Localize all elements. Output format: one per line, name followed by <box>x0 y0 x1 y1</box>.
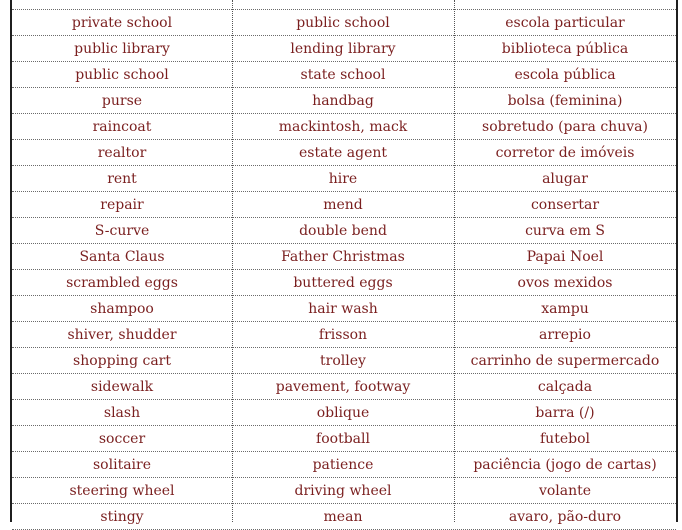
table-row <box>12 322 676 348</box>
portuguese-term-cell: Papai Noel <box>526 248 604 265</box>
british-term-cell: mean <box>323 508 363 525</box>
british-term-cell: patience <box>312 456 374 473</box>
table-row <box>12 374 676 400</box>
british-term-cell: frisson <box>318 326 368 343</box>
american-term-cell: scrambled eggs <box>66 274 178 291</box>
british-term-cell: oblique <box>316 404 370 421</box>
table-row <box>12 166 676 192</box>
table-row <box>12 270 676 296</box>
table-row <box>12 218 676 244</box>
table-row <box>12 400 676 426</box>
portuguese-term-cell: arrepio <box>539 326 591 343</box>
american-term-cell: raincoat <box>92 118 152 135</box>
vocabulary-table <box>12 0 676 530</box>
table-row <box>12 114 676 140</box>
portuguese-term-cell: biblioteca pública <box>501 40 629 57</box>
table-row <box>12 36 676 62</box>
british-term-cell: estate agent <box>298 144 388 161</box>
american-term-cell: purse <box>101 92 143 109</box>
american-term-cell: stingy <box>100 508 144 525</box>
american-term-cell: shopping cart <box>73 352 171 369</box>
british-term-cell: Father Christmas <box>281 248 405 265</box>
british-term-cell: football <box>316 430 370 447</box>
table-row <box>12 62 676 88</box>
table-row <box>12 296 676 322</box>
american-term-cell: steering wheel <box>69 482 175 499</box>
american-term-cell: sidewalk <box>90 378 154 395</box>
portuguese-term-cell: futebol <box>540 430 590 447</box>
table-row <box>12 192 676 218</box>
portuguese-term-cell: bolsa (feminina) <box>507 92 623 109</box>
british-term-cell: pavement, footway <box>275 378 411 395</box>
table-body <box>12 0 676 530</box>
american-term-cell: shampoo <box>90 300 154 317</box>
portuguese-term-cell: xampu <box>541 300 589 317</box>
american-term-cell: soccer <box>98 430 146 447</box>
portuguese-term-cell: volante <box>538 482 592 499</box>
table-row <box>12 478 676 504</box>
table-row <box>12 244 676 270</box>
portuguese-term-cell: carrinho de supermercado <box>470 352 660 369</box>
british-term-cell: handbag <box>312 92 374 109</box>
american-term-cell: shiver, shudder <box>67 326 177 343</box>
portuguese-term-cell: corretor de imóveis <box>495 144 635 161</box>
british-term-cell: hair wash <box>308 300 378 317</box>
table-row <box>12 0 676 10</box>
american-term-cell: realtor <box>97 144 147 161</box>
portuguese-term-cell: avaro, pão-duro <box>508 508 622 525</box>
table-row <box>12 452 676 478</box>
portuguese-term-cell: escola pública <box>514 66 616 83</box>
british-term-cell: double bend <box>299 222 387 239</box>
portuguese-term-cell: escola particular <box>505 14 625 31</box>
american-term-cell: S-curve <box>94 222 150 239</box>
american-term-cell: private school <box>71 14 173 31</box>
table-row <box>12 504 676 530</box>
portuguese-term-cell: alugar <box>542 170 588 187</box>
portuguese-term-cell: barra (/) <box>535 404 595 421</box>
table-row <box>12 88 676 114</box>
table-row <box>12 348 676 374</box>
british-term-cell: hire <box>328 170 358 187</box>
table-row <box>12 140 676 166</box>
american-term-cell: repair <box>100 196 144 213</box>
american-term-cell: public library <box>74 40 170 57</box>
portuguese-term-cell: paciência (jogo de cartas) <box>473 456 657 473</box>
american-term-cell: slash <box>103 404 141 421</box>
portuguese-term-cell: calçada <box>537 378 593 395</box>
british-term-cell: trolley <box>320 352 366 369</box>
british-term-cell: buttered eggs <box>293 274 393 291</box>
british-term-cell: public school <box>296 14 390 31</box>
british-term-cell: lending library <box>290 40 396 57</box>
american-term-cell: rent <box>107 170 137 187</box>
portuguese-term-cell: ovos mexidos <box>517 274 613 291</box>
portuguese-term-cell: curva em S <box>525 222 605 239</box>
portuguese-term-cell: sobretudo (para chuva) <box>482 118 648 135</box>
american-term-cell: Santa Claus <box>79 248 165 265</box>
british-term-cell: mend <box>323 196 363 213</box>
british-term-cell: driving wheel <box>294 482 392 499</box>
table-row <box>12 10 676 36</box>
american-term-cell: solitaire <box>93 456 151 473</box>
american-term-cell: public school <box>75 66 169 83</box>
british-term-cell: mackintosh, mack <box>278 118 408 135</box>
portuguese-term-cell: consertar <box>530 196 600 213</box>
british-term-cell: state school <box>300 66 386 83</box>
table-row <box>12 426 676 452</box>
table-right-border <box>676 0 678 522</box>
